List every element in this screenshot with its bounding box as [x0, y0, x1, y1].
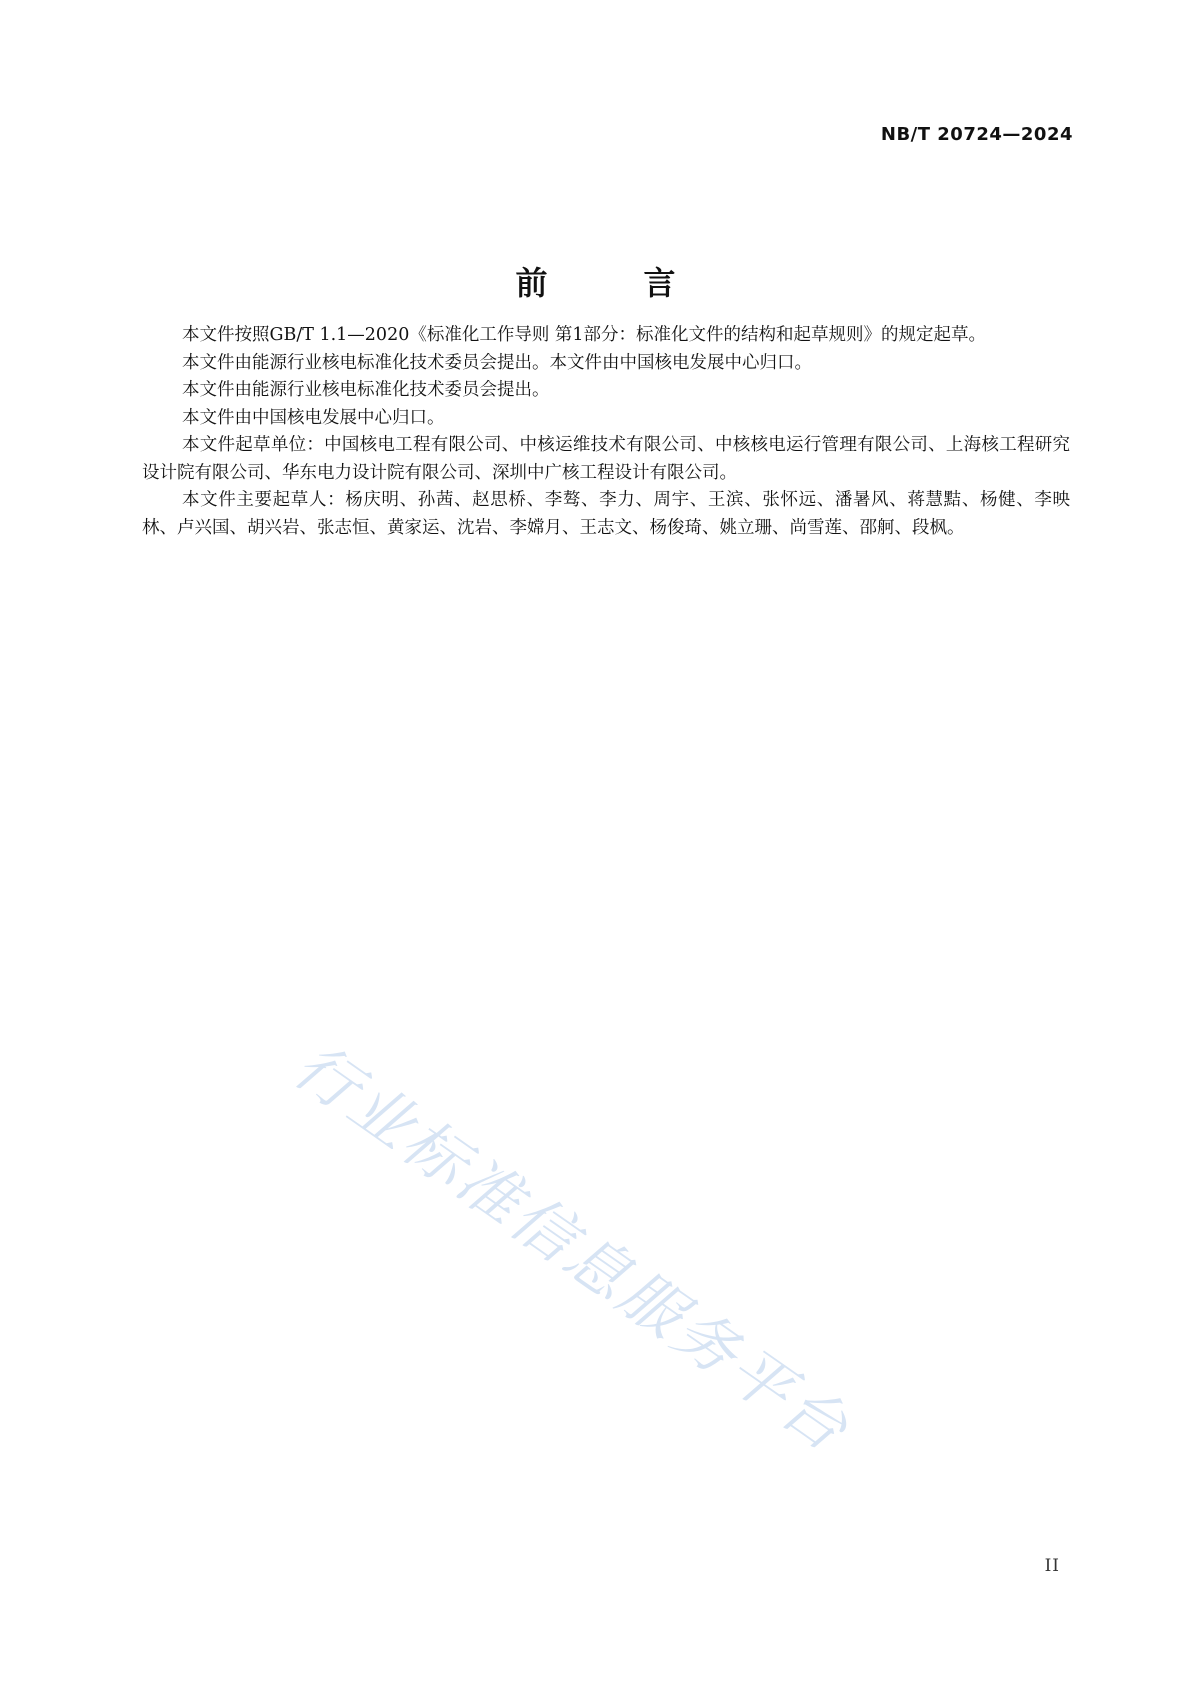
page-number: II — [1044, 1556, 1060, 1576]
page-title-char-2: 言 — [643, 264, 676, 302]
page-title — [0, 258, 1191, 304]
paragraph-proposer-and-centralizer: 本文件由能源行业核电标准化技术委员会提出。本文件由中国核电发展中心归口。 — [182, 352, 812, 373]
paragraph-drafting-organizations: 本文件起草单位：中国核电工程有限公司、中核运维技术有限公司、中核核电运行管理有限公司、上海核工程研究设计院有限公司、华东电力设计院有限公司、深圳中广核工程设计有限公司。 — [142, 435, 1070, 483]
paragraph-centralizer: 本文件由中国核电发展中心归口。 — [182, 407, 445, 428]
document-number: NB/T 20724—2024 — [880, 124, 1073, 145]
paragraph-proposer: 本文件由能源行业核电标准化技术委员会提出。 — [182, 380, 550, 400]
foreword-body — [142, 322, 1070, 542]
page-title-char-1: 前 — [515, 264, 548, 302]
watermark-text: 行业标准信息服务平台 — [281, 1028, 864, 1468]
paragraph-drafting-basis: 本文件按照GB/T 1.1—2020《标准化工作导则 第1部分：标准化文件的结构和起草规则》的规定起草。 — [182, 325, 987, 345]
paragraph-main-drafters: 本文件主要起草人：杨庆明、孙茜、赵思桥、李骜、李力、周宇、王滨、张怀远、潘暑风、蒋慧黠、杨健、李映林、卢兴国、胡兴岩、张志恒、黄家运、沈岩、李嫦月、王志文、杨俊琦、姚立珊、尚雪莲、邵舸、段枫。 — [142, 490, 1070, 538]
